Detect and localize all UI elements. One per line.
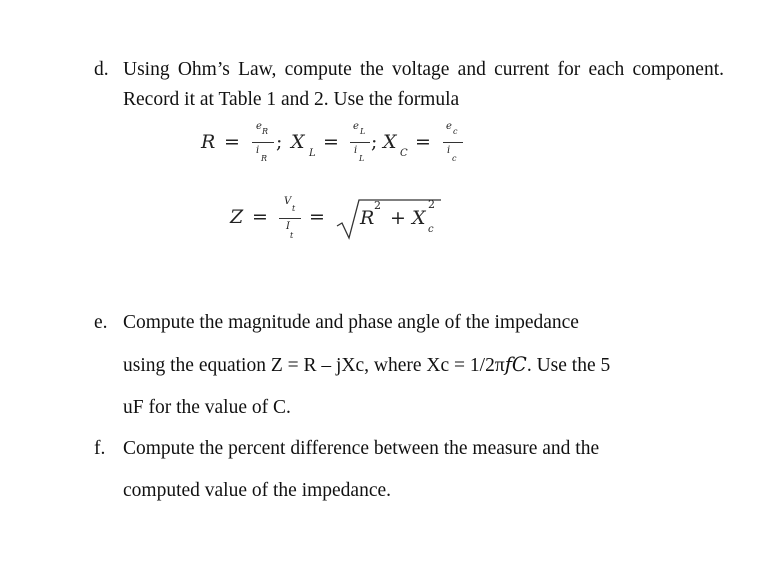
fraction-bar-Vt	[279, 218, 301, 219]
item-e-line-1: Compute the magnitude and phase angle of the impedance	[123, 312, 579, 333]
formula-ec-sub: c	[453, 127, 458, 136]
formula-X2: X	[412, 207, 426, 229]
item-e-marker: e.	[94, 312, 108, 333]
item-e-body	[123, 302, 734, 429]
formula-Z: Z	[230, 206, 244, 228]
formula-XL-sub: L	[309, 148, 316, 159]
formula-eq-1: =	[224, 131, 240, 153]
item-f-marker: f.	[94, 438, 106, 459]
formula-R: R	[201, 131, 216, 153]
formula-XL: X	[291, 131, 305, 153]
formula-Vt-num: V	[284, 196, 292, 207]
formula-eL-sub: L	[360, 127, 366, 136]
formula-X2-sub: c	[428, 224, 434, 235]
formula-R2: R	[360, 207, 375, 229]
formula-eR-sub: R	[262, 127, 269, 136]
item-e	[94, 302, 734, 429]
formula-ec-num: e	[446, 121, 452, 132]
formula-iL-sub: L	[359, 154, 365, 163]
formula-plus: +	[390, 207, 406, 229]
formula-XC-sub: C	[400, 148, 408, 159]
formula-impedance	[0, 0, 775, 260]
formula-sep-1: ;	[276, 131, 283, 153]
item-f-body	[123, 428, 734, 512]
formula-sep-2: ;	[371, 131, 378, 153]
formula-eq-3: =	[415, 131, 431, 153]
formula-R2-sup: 2	[374, 199, 381, 212]
formula-eL-num: e	[353, 121, 359, 132]
item-d-text: Using Ohm’s Law, compute the voltage and current for each component. Record it at Table 1 and 2. Use the formula	[123, 59, 724, 110]
formula-eq-2: =	[323, 131, 339, 153]
formula-It-sub: t	[290, 231, 294, 240]
formula-iR-sub: R	[261, 154, 268, 163]
item-f-line-1: Compute the percent difference between the measure and the	[123, 438, 600, 459]
item-d-marker: d.	[94, 59, 109, 80]
formula-ic-den: i	[447, 145, 451, 156]
item-e-line-2-suffix: . Use the 5	[526, 355, 611, 376]
formula-z-eq-2: =	[309, 206, 325, 228]
formula-ic-sub: c	[452, 154, 457, 163]
formula-It-den: I	[286, 221, 290, 232]
formula-X2-sup: 2	[428, 198, 435, 211]
formula-Vt-sub: t	[292, 204, 296, 213]
item-e-line-2-math: fC	[504, 353, 527, 376]
item-e-line-2	[123, 344, 734, 387]
item-e-line-2-prefix: using the equation Z = R – jXc, where Xc = 1/2π	[123, 355, 505, 376]
item-e-line-3: uF for the value of C.	[123, 397, 291, 418]
formula-z-eq-1: =	[252, 206, 268, 228]
formula-eR-num: e	[256, 121, 262, 132]
item-f-line-2: computed value of the impedance.	[123, 480, 392, 501]
formula-iL-den: i	[354, 145, 358, 156]
item-f	[94, 428, 734, 512]
formula-XC: X	[383, 131, 397, 153]
formula-iR-den: i	[256, 145, 260, 156]
